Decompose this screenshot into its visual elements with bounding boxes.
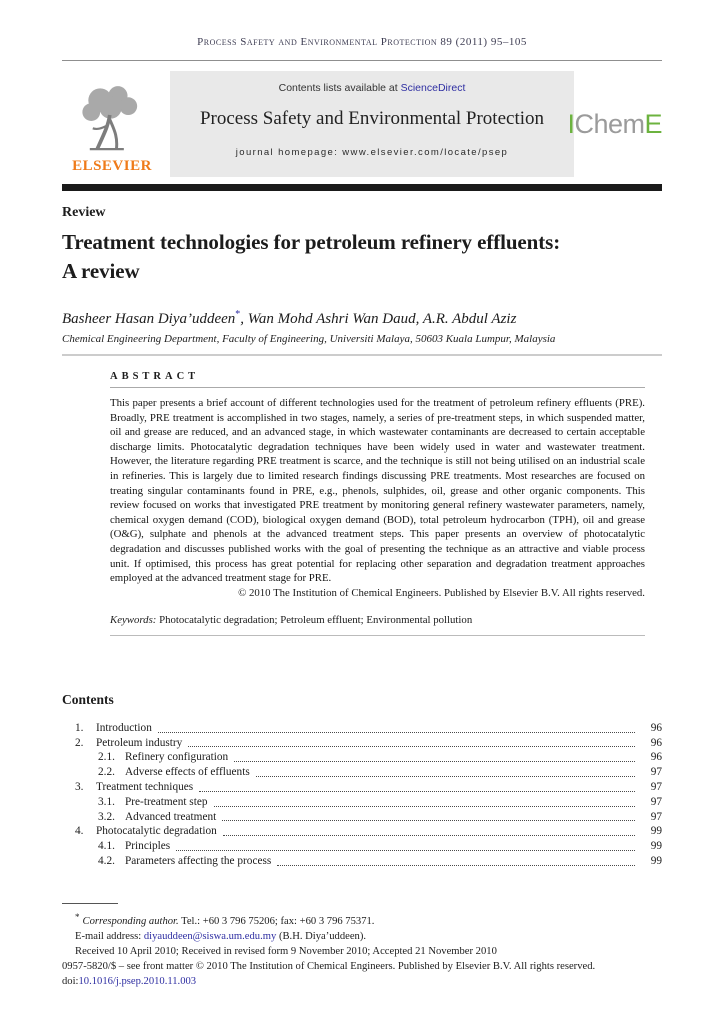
toc-row[interactable] bbox=[62, 736, 662, 751]
article-title-line1: Treatment technologies for petroleum refinery effluents: bbox=[62, 230, 561, 254]
toc-title: Petroleum industry bbox=[96, 736, 183, 749]
toc-dot-leader bbox=[176, 850, 635, 851]
toc-page-number: 96 bbox=[650, 736, 662, 749]
article-type-label: Review bbox=[62, 205, 106, 220]
toc-row[interactable] bbox=[62, 765, 662, 780]
email-note bbox=[62, 929, 662, 944]
toc-page-number: 97 bbox=[650, 795, 662, 808]
doi-line bbox=[62, 974, 662, 989]
toc-row[interactable] bbox=[62, 750, 662, 765]
elsevier-wordmark: ELSEVIER bbox=[72, 158, 152, 174]
footnote-block bbox=[62, 903, 662, 989]
abstract-heading-rule bbox=[110, 387, 645, 388]
icheme-e: E bbox=[644, 108, 662, 139]
toc-dot-leader bbox=[222, 820, 635, 821]
authors-line bbox=[62, 309, 662, 328]
icheme-i: I bbox=[567, 108, 575, 139]
authors-rest: , Wan Mohd Ashri Wan Daud, A.R. Abdul Aziz bbox=[240, 311, 517, 327]
toc-dot-leader bbox=[256, 776, 635, 777]
toc-dot-leader bbox=[234, 761, 635, 762]
toc-number: 3. bbox=[75, 780, 84, 793]
keywords-text: Photocatalytic degradation; Petroleum effluent; Environmental pollution bbox=[156, 613, 473, 626]
toc-dot-leader bbox=[214, 806, 636, 807]
toc-title: Principles bbox=[125, 840, 171, 853]
toc-dot-leader bbox=[277, 865, 635, 866]
toc-number: 4. bbox=[75, 825, 84, 838]
toc-page-number: 97 bbox=[650, 810, 662, 823]
toc-row[interactable] bbox=[62, 854, 662, 869]
keywords-label: Keywords: bbox=[110, 613, 157, 626]
affiliation-rule bbox=[62, 354, 662, 356]
toc-row[interactable] bbox=[62, 810, 662, 825]
article-title bbox=[62, 228, 662, 286]
toc-dot-leader bbox=[158, 732, 635, 733]
toc-dot-leader bbox=[223, 835, 635, 836]
affiliation-line: Chemical Engineering Department, Faculty of Engineering, Universiti Malaya, 50603 Kuala Lumpur, Malaysia bbox=[62, 333, 556, 345]
toc-number: 2. bbox=[75, 736, 84, 749]
email-suffix: (B.H. Diya’uddeen). bbox=[276, 931, 367, 942]
toc-page-number: 97 bbox=[650, 780, 662, 793]
abstract-bottom-rule bbox=[110, 635, 645, 636]
toc-page-number: 96 bbox=[650, 751, 662, 764]
doi-link[interactable]: 10.1016/j.psep.2010.11.003 bbox=[78, 976, 197, 987]
toc-number: 3.1. bbox=[98, 795, 115, 808]
toc-page-number: 96 bbox=[650, 721, 662, 734]
journal-title: Process Safety and Environmental Protection bbox=[199, 108, 545, 129]
toc-list bbox=[62, 721, 662, 869]
toc-number: 2.2. bbox=[98, 766, 115, 779]
toc-title: Introduction bbox=[96, 721, 152, 734]
corresponding-author-note bbox=[62, 910, 662, 929]
elsevier-tree-icon bbox=[75, 80, 149, 156]
contents-available-text: Contents lists available at bbox=[278, 82, 401, 94]
toc-row[interactable] bbox=[62, 780, 662, 795]
toc-row[interactable] bbox=[62, 795, 662, 810]
toc-dot-leader bbox=[188, 746, 635, 747]
toc-row[interactable] bbox=[62, 839, 662, 854]
issn-copyright-line: 0957-5820/$ – see front matter © 2010 The Institution of Chemical Engineers. Published by Elsevier B.V. All rights reserved. bbox=[62, 961, 596, 972]
toc-page-number: 99 bbox=[650, 840, 662, 853]
toc-title: Photocatalytic degradation bbox=[96, 825, 217, 838]
elsevier-logo bbox=[62, 71, 162, 177]
toc-number: 4.2. bbox=[98, 854, 115, 867]
toc-row[interactable] bbox=[62, 824, 662, 839]
toc-dot-leader bbox=[199, 791, 635, 792]
header-rule bbox=[62, 60, 662, 61]
sciencedirect-link[interactable]: ScienceDirect bbox=[400, 82, 466, 94]
icheme-logo bbox=[567, 71, 662, 177]
toc-title: Parameters affecting the process bbox=[125, 854, 272, 867]
abstract-copyright: © 2010 The Institution of Chemical Engineers. Published by Elsevier B.V. All rights reserved. bbox=[238, 586, 645, 599]
toc-number: 1. bbox=[75, 721, 84, 734]
toc-page-number: 99 bbox=[650, 854, 662, 867]
footnote-star: * bbox=[75, 912, 80, 922]
corresponding-author-italic: Corresponding author. bbox=[82, 916, 179, 927]
contents-available-line bbox=[170, 82, 574, 94]
toc-number: 4.1. bbox=[98, 840, 115, 853]
toc-title: Advanced treatment bbox=[125, 810, 217, 823]
toc-title: Treatment techniques bbox=[96, 780, 194, 793]
banner-divider-bar bbox=[62, 184, 662, 191]
toc-title: Refinery configuration bbox=[125, 751, 229, 764]
corresponding-author-marker[interactable]: * bbox=[235, 309, 241, 320]
abstract-heading: ABSTRACT bbox=[110, 371, 200, 382]
journal-homepage-line bbox=[170, 147, 574, 158]
article-title-line2: A review bbox=[62, 259, 140, 283]
corresponding-author-rest: Tel.: +60 3 796 75206; fax: +60 3 796 75371. bbox=[178, 916, 375, 927]
abstract-section bbox=[110, 371, 645, 636]
icheme-wordmark bbox=[567, 109, 662, 140]
toc-number: 2.1. bbox=[98, 751, 115, 764]
doi-label: doi: bbox=[62, 976, 79, 987]
toc-number: 3.2. bbox=[98, 810, 115, 823]
homepage-url[interactable]: www.elsevier.com/locate/psep bbox=[342, 147, 509, 158]
toc-row[interactable] bbox=[62, 721, 662, 736]
author-first: Basheer Hasan Diya’uddeen bbox=[62, 311, 236, 327]
homepage-label: journal homepage: bbox=[235, 147, 343, 158]
toc-title: Adverse effects of effluents bbox=[125, 766, 250, 779]
running-head: Process Safety and Environmental Protection 89 (2011) 95–105 bbox=[197, 36, 527, 48]
keywords-line bbox=[110, 614, 645, 626]
received-dates-line: Received 10 April 2010; Received in revised form 9 November 2010; Accepted 21 November 2010 bbox=[75, 946, 497, 957]
toc-page-number: 97 bbox=[650, 766, 662, 779]
contents-heading: Contents bbox=[62, 691, 114, 707]
email-link[interactable]: diyauddeen@siswa.um.edu.my bbox=[143, 931, 277, 942]
footnote-rule bbox=[62, 903, 118, 904]
journal-banner bbox=[62, 71, 662, 177]
email-label: E-mail address: bbox=[75, 931, 144, 942]
icheme-chem: Chem bbox=[574, 108, 645, 139]
toc-title: Pre-treatment step bbox=[125, 795, 208, 808]
toc-page-number: 99 bbox=[650, 825, 662, 838]
abstract-body: This paper presents a brief account of different technologies used for the treatment of petroleum refinery effluents (PRE). Broadly, PRE treatment is accomplished in two stages, namely, a series of pre-treatment steps, in which suspended matter, oil and grease are reduced, and an advanced stage, in which wastewater contaminants are decreased to certain acceptable discharge limits. Photocatalytic degradation techniques have been widely used in water and wastewater treatment. However, the literature regarding PRE treatment is scarce, and the technique is still not being utilised on an industrial scale in refineries. This is largely due to limited research findings discussing PRE treatments. Most researches are focused on treating singular contaminants found in PRE, e.g., phenols, sulphides, oil, grease and other organic components. This review focused on works that investigated PRE treatment by monitoring general refinery wastewater parameters, namely, chemical oxygen demand (COD), biological oxygen demand (BOD), total petroleum hydrocarbon (TPH), oil and grease (O&G), sulphate and phenols at the advanced treatment steps. This paper presents an overview of photocatalytic degradation and discusses published works with the goal of presenting the technique as an attractive and viable process unit. If optimised, this process has great potential for replacing other separation and degradation treatment approaches employed at the advanced treatment stage for PRE. bbox=[110, 397, 645, 585]
banner-box bbox=[170, 71, 574, 177]
